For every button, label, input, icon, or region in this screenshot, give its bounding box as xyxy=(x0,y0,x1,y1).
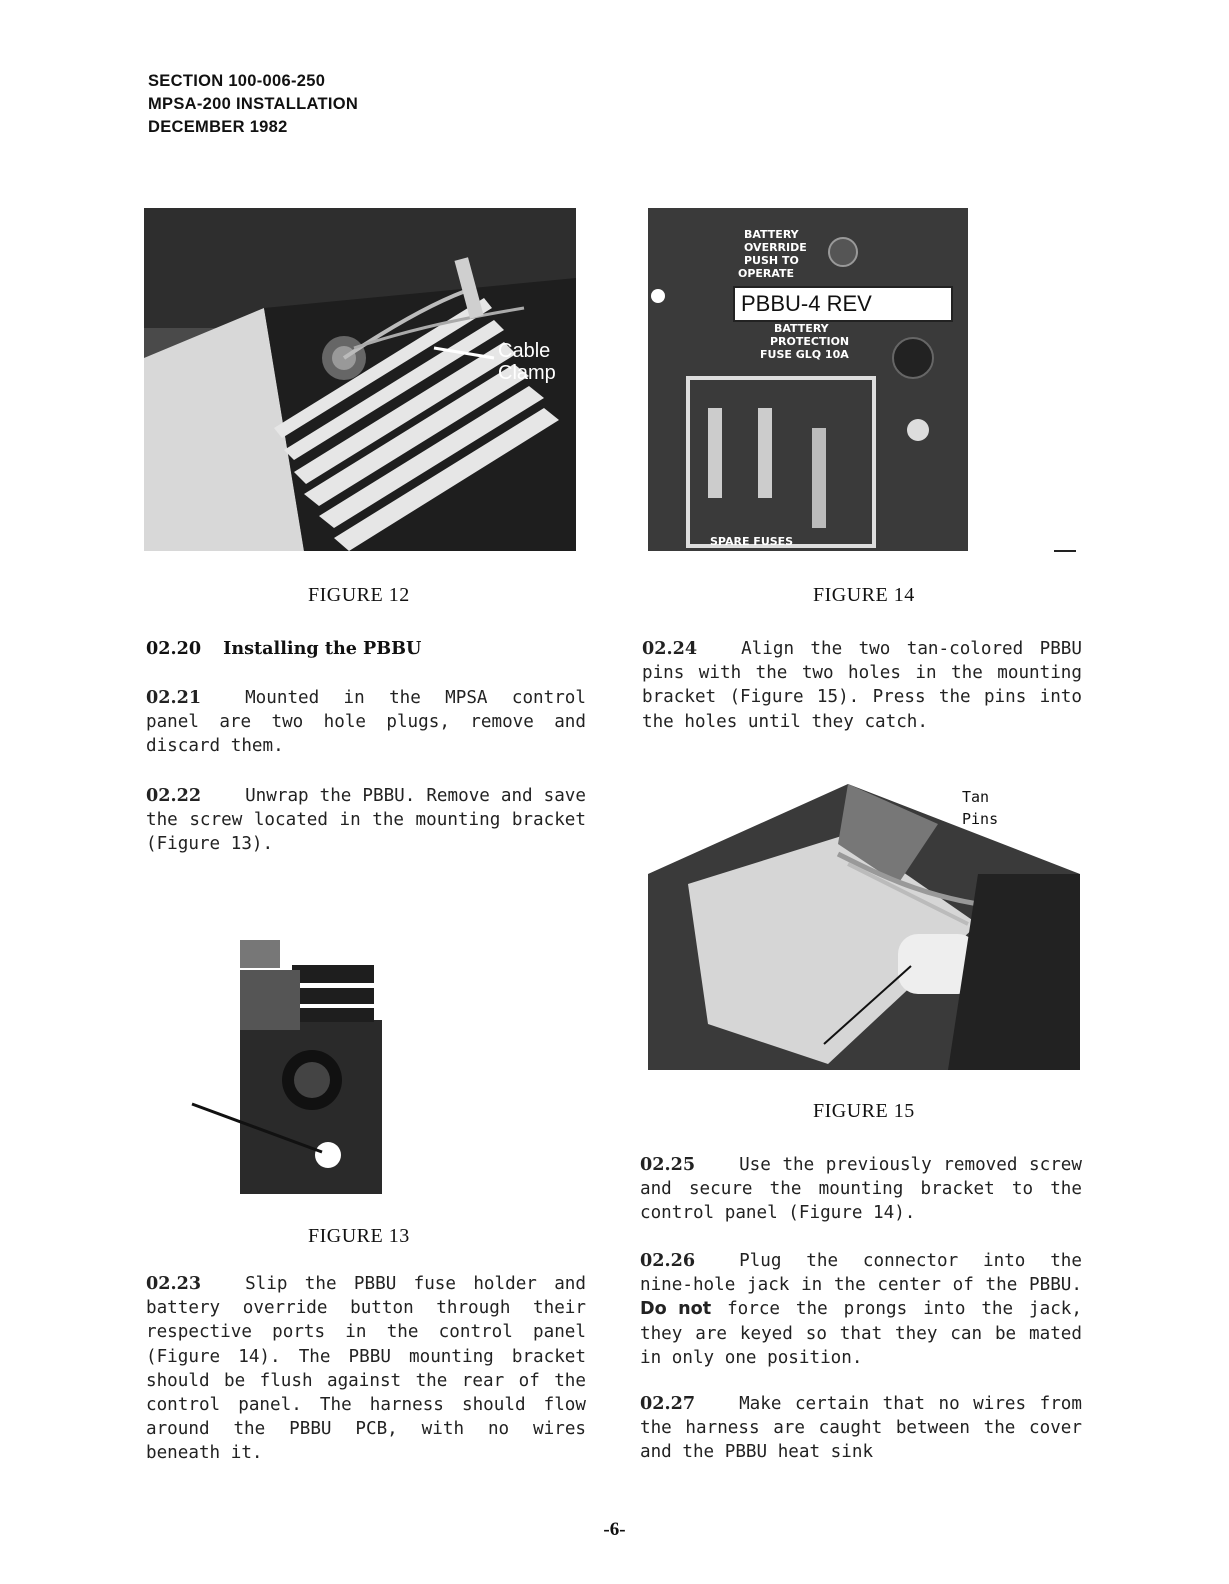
cable-clamp-label: Cable Clamp xyxy=(498,340,556,384)
paragraph-02-22 xyxy=(146,784,586,857)
protection-text-line2: PROTECTION xyxy=(770,335,850,348)
spare-fuses-text: SPARE FUSES xyxy=(710,535,794,548)
figure-13-pointer-line xyxy=(190,1100,330,1160)
stray-mark xyxy=(1054,550,1076,552)
paragraph-text: Unwrap the PBBU. Remove and save the screw located in the mounting bracket (Figure 13). xyxy=(146,786,586,855)
paragraph-text-part1: Plug the connector into the nine-hole jack in the center of the PBBU. xyxy=(640,1251,1082,1296)
paragraph-text: Make certain that no wires from the harness are caught between the cover and the PBBU heat sink xyxy=(640,1394,1082,1463)
paragraph-number: 02.26 xyxy=(640,1250,696,1271)
paragraph-02-24 xyxy=(642,637,1082,734)
paragraph-02-27 xyxy=(640,1392,1082,1465)
figure-13-caption: FIGURE 13 xyxy=(308,1225,410,1247)
paragraph-02-23 xyxy=(146,1272,586,1466)
paragraph-text: Slip the PBBU fuse holder and battery override button through their respective ports in the control panel (Figure 14). The PBBU mounting bracket should be flush against the rear of the control panel. The harness should flow around the PBBU PCB, with no wires beneath it. xyxy=(146,1274,586,1464)
paragraph-02-26 xyxy=(640,1249,1082,1370)
override-text-line2: OVERRIDE xyxy=(744,241,807,254)
override-text-line1: BATTERY xyxy=(744,228,799,241)
figure-15-photo xyxy=(648,764,1080,1070)
figure-14-photo xyxy=(648,208,968,551)
document-date: DECEMBER 1982 xyxy=(148,118,288,136)
tan-pins-label: Tan Pins xyxy=(962,788,999,828)
section-number: SECTION 100-006-250 xyxy=(148,72,326,90)
paragraph-number: 02.25 xyxy=(640,1154,696,1175)
paragraph-text-part2: force the prongs into the jack, they are keyed so that they can be mated in only one position. xyxy=(640,1299,1082,1368)
document-header xyxy=(148,70,358,139)
override-text-line3: PUSH TO xyxy=(744,254,799,267)
paragraph-number: 02.22 xyxy=(146,785,202,806)
paragraph-text: Align the two tan-colored PBBU pins with the two holes in the mounting bracket (Figure 15). Press the pins into the holes until they catch. xyxy=(642,639,1082,732)
paragraph-02-25 xyxy=(640,1153,1082,1226)
section-heading xyxy=(146,638,421,659)
protection-text-line1: BATTERY xyxy=(774,322,829,335)
figure-12-caption: FIGURE 12 xyxy=(308,584,410,606)
page-number: -6- xyxy=(603,1519,626,1540)
figure-12-photo xyxy=(144,208,576,551)
paragraph-number: 02.27 xyxy=(640,1393,696,1414)
pbbu-panel-label: PBBU-4 REV xyxy=(733,286,953,322)
document-title: MPSA-200 INSTALLATION xyxy=(148,95,359,113)
override-text-line4: OPERATE xyxy=(738,267,795,280)
paragraph-text: Mounted in the MPSA control panel are two hole plugs, remove and discard them. xyxy=(146,688,586,757)
emphasis-do-not: Do not xyxy=(640,1299,712,1320)
figure-15-caption: FIGURE 15 xyxy=(813,1100,915,1122)
paragraph-number: 02.21 xyxy=(146,687,202,708)
paragraph-number: 02.23 xyxy=(146,1273,202,1294)
paragraph-number: 02.24 xyxy=(642,638,698,659)
protection-text-line3: FUSE GLQ 10A xyxy=(760,348,849,361)
figure-14-caption: FIGURE 14 xyxy=(813,584,915,606)
paragraph-02-21 xyxy=(146,686,586,759)
paragraph-text: Use the previously removed screw and secure the mounting bracket to the control panel (Figure 14). xyxy=(640,1155,1082,1224)
section-heading-text: Installing the PBBU xyxy=(223,638,422,659)
section-heading-number: 02.20 xyxy=(146,638,202,659)
